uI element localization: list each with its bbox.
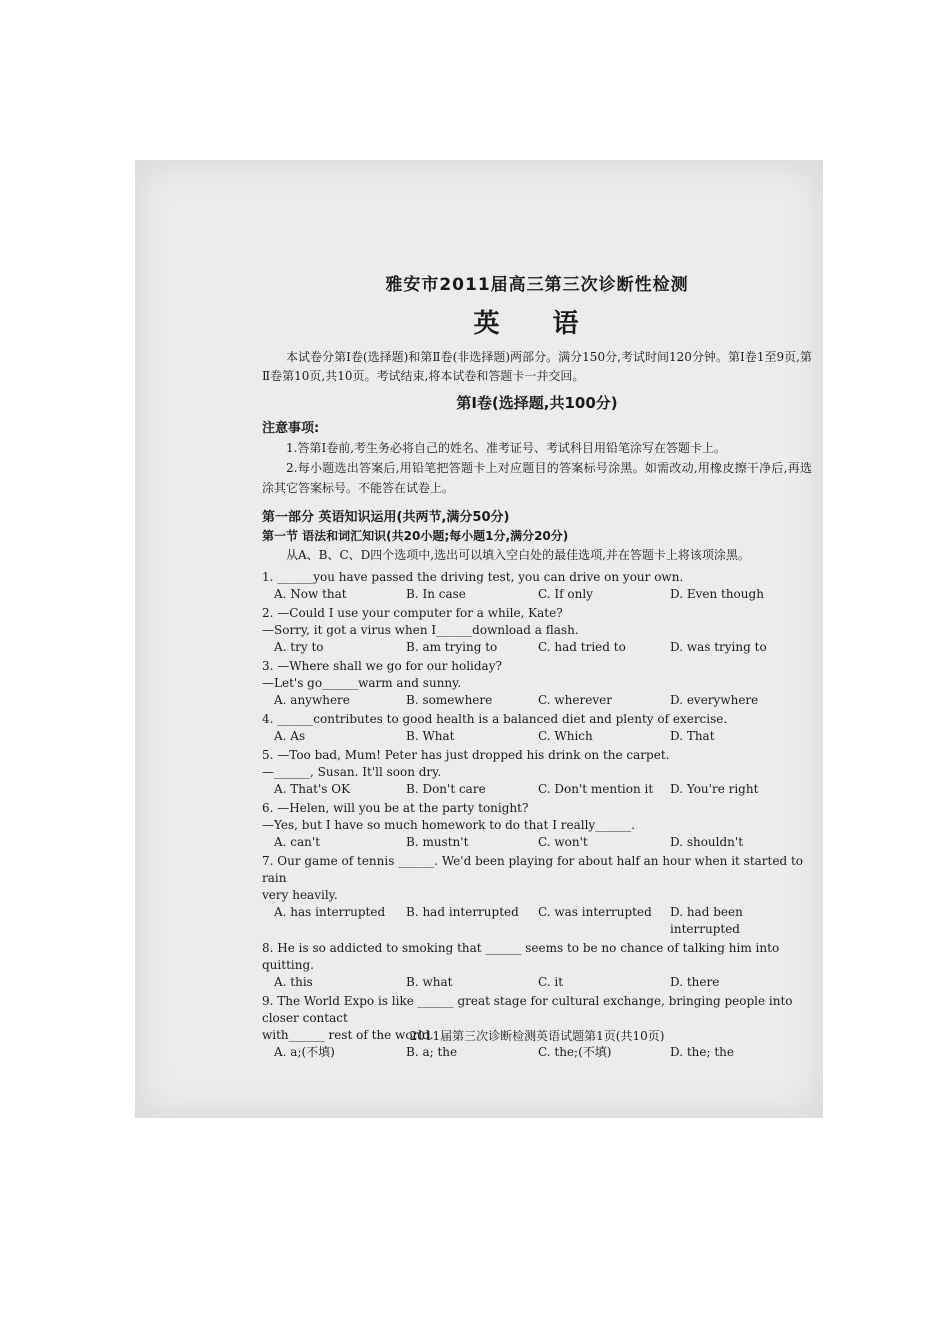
section-title: 第一节 语法和词汇知识(共20小题;每小题1分,满分20分)	[262, 529, 569, 543]
question-options	[274, 728, 812, 745]
exam-title: 雅安市2011届高三第三次诊断性检测	[385, 275, 689, 295]
question-stem: —Yes, but I have so much homework to do that I really______.	[262, 818, 636, 832]
question-stem: 5. —Too bad, Mum! Peter has just dropped his drink on the carpet.	[262, 748, 670, 762]
option: B. what	[406, 975, 453, 989]
option: B. In case	[406, 587, 466, 601]
option: D. had been interrupted	[670, 905, 743, 936]
option: A. has interrupted	[274, 905, 386, 919]
option: C. If only	[538, 587, 593, 601]
question-options	[274, 834, 812, 851]
question-options	[274, 1044, 812, 1061]
question-stem: very heavily.	[262, 888, 338, 902]
option: B. mustn't	[406, 835, 469, 849]
question-options	[274, 586, 812, 603]
option: D. shouldn't	[670, 835, 744, 849]
question	[262, 800, 812, 851]
question-stem: 8. He is so addicted to smoking that ______ seems to be no chance of talking him into quitting.	[262, 941, 780, 972]
question	[262, 940, 812, 991]
question-stem: 2. —Could I use your computer for a while, Kate?	[262, 606, 563, 620]
option: A. a;(不填)	[274, 1045, 335, 1059]
option: D. You're right	[670, 782, 759, 796]
volume-title: 第Ⅰ卷(选择题,共100分)	[456, 394, 618, 412]
question-stem: 1. ______you have passed the driving test, you can drive on your own.	[262, 570, 684, 584]
part-title: 第一部分 英语知识运用(共两节,满分50分)	[262, 510, 510, 525]
exam-content	[262, 270, 812, 1063]
question-stem: 3. —Where shall we go for our holiday?	[262, 659, 502, 673]
option: D. everywhere	[670, 693, 759, 707]
question-stem: 9. The World Expo is like ______ great stage for cultural exchange, bringing people into closer contact	[262, 994, 793, 1025]
option: C. was interrupted	[538, 905, 652, 919]
question-stem: 6. —Helen, will you be at the party tonight?	[262, 801, 529, 815]
option: C. wherever	[538, 693, 612, 707]
option: D. was trying to	[670, 640, 767, 654]
option: B. had interrupted	[406, 905, 519, 919]
option: A. try to	[274, 640, 324, 654]
option: A. can't	[274, 835, 321, 849]
option: C. Which	[538, 729, 593, 743]
note-item: 2.每小题选出答案后,用铅笔把答题卡上对应题目的答案标号涂黑。如需改动,用橡皮擦干净后,再选涂其它答案标号。不能答在试卷上。	[262, 461, 812, 495]
option: B. Don't care	[406, 782, 486, 796]
question-options	[274, 904, 812, 938]
option: A. Now that	[274, 587, 347, 601]
page-footer: 2011届第三次诊断检测英语试题第1页(共10页)	[409, 1029, 665, 1043]
question-options	[274, 781, 812, 798]
option: D. Even though	[670, 587, 764, 601]
option: C. Don't mention it	[538, 782, 654, 796]
question	[262, 711, 812, 745]
option: C. won't	[538, 835, 588, 849]
option: D. That	[670, 729, 715, 743]
option: C. it	[538, 975, 564, 989]
option: D. the; the	[670, 1045, 734, 1059]
question-stem: —Let's go______warm and sunny.	[262, 676, 462, 690]
question	[262, 658, 812, 709]
option: B. a; the	[406, 1045, 458, 1059]
section-instruction: 从A、B、C、D四个选项中,选出可以填入空白处的最佳选项,并在答题卡上将该项涂黑。	[286, 548, 750, 562]
option: B. somewhere	[406, 693, 493, 707]
option: B. am trying to	[406, 640, 498, 654]
question-stem: —Sorry, it got a virus when I______download a flash.	[262, 623, 579, 637]
question	[262, 747, 812, 798]
option: A. anywhere	[274, 693, 350, 707]
option: A. That's OK	[274, 782, 351, 796]
option: C. had tried to	[538, 640, 626, 654]
question-options	[274, 692, 812, 709]
option: A. this	[274, 975, 313, 989]
option: C. the;(不填)	[538, 1045, 612, 1059]
question	[262, 569, 812, 603]
question-stem: with______ rest of the world.	[262, 1028, 434, 1042]
question-options	[274, 639, 812, 656]
question-stem: 4. ______contributes to good health is a balanced diet and plenty of exercise.	[262, 712, 728, 726]
option: A. As	[274, 729, 306, 743]
option: B. What	[406, 729, 455, 743]
option: D. there	[670, 975, 720, 989]
note-item: 1.答第Ⅰ卷前,考生务必将自己的姓名、准考证号、考试科目用铅笔涂写在答题卡上。	[286, 441, 727, 455]
subject-title: 英 语	[473, 309, 601, 339]
question	[262, 605, 812, 656]
question-stem: 7. Our game of tennis ______. We'd been playing for about half an hour when it started to rain	[262, 854, 804, 885]
question-options	[274, 974, 812, 991]
notes-heading: 注意事项:	[262, 421, 320, 436]
question-stem: —______, Susan. It'll soon dry.	[262, 765, 442, 779]
exam-intro: 本试卷分第Ⅰ卷(选择题)和第Ⅱ卷(非选择题)两部分。满分150分,考试时间120分钟。第Ⅰ卷1至9页,第Ⅱ卷第10页,共10页。考试结束,将本试卷和答题卡一并交回。	[262, 350, 812, 383]
question	[262, 853, 812, 938]
